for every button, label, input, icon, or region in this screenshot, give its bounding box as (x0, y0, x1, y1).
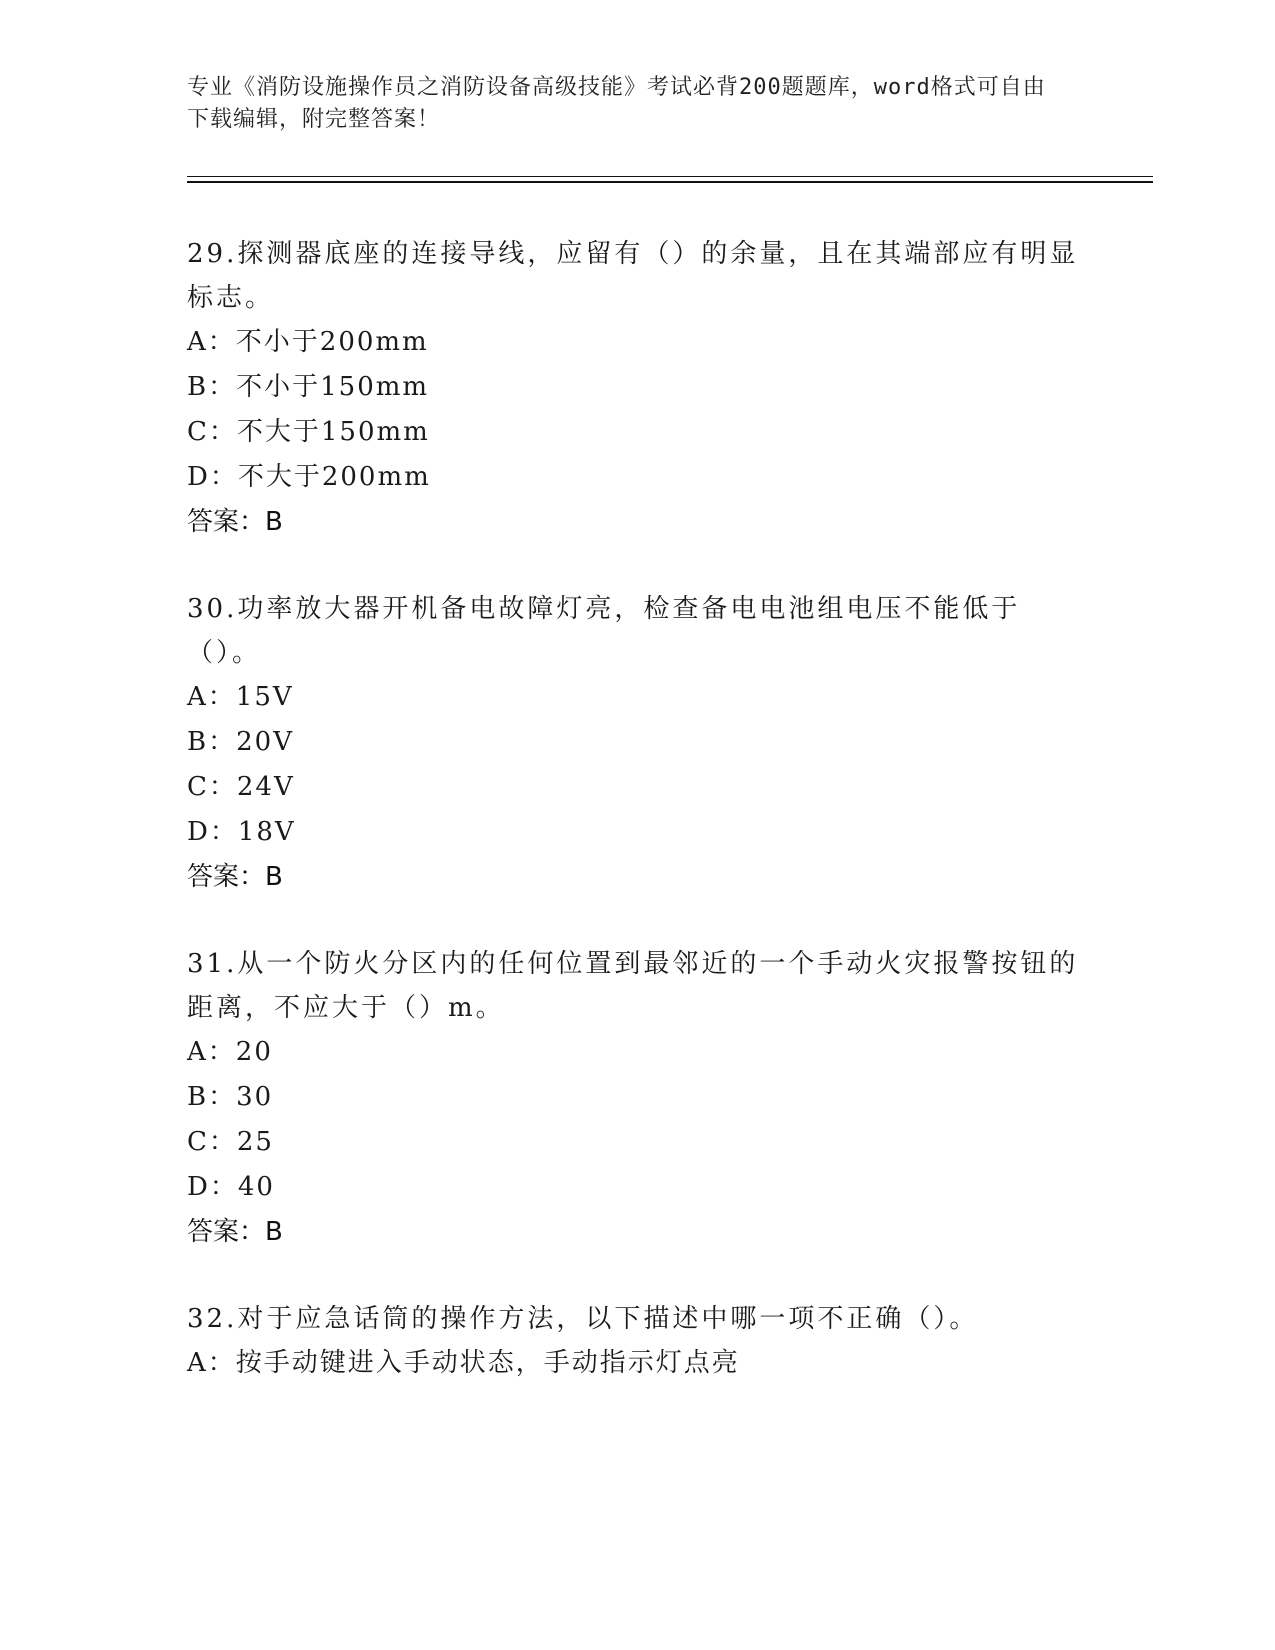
option-c: C：25 (187, 1127, 274, 1157)
question-31 (187, 942, 1087, 1255)
question-stem: 31.从一个防火分区内的任何位置到最邻近的一个手动火灾报警按钮的距离，不应大于（）m。 (187, 949, 1079, 1023)
question-stem: 29.探测器底座的连接导线，应留有（）的余量，且在其端部应有明显标志。 (187, 239, 1079, 313)
option-d: D：18V (187, 817, 296, 847)
answer-label: 答案：B (187, 1217, 283, 1247)
question-32 (187, 1297, 1087, 1386)
question-30 (187, 587, 1087, 900)
option-c: C：24V (187, 772, 295, 802)
answer-label: 答案：B (187, 862, 283, 892)
option-a: A：20 (187, 1037, 273, 1067)
document-header: 专业《消防设施操作员之消防设备高级技能》考试必背200题题库，word格式可自由下载编辑，附完整答案！ (187, 75, 1046, 132)
option-a: A：15V (187, 682, 294, 712)
question-stem: 30.功率放大器开机备电故障灯亮，检查备电电池组电压不能低于（）。 (187, 594, 1021, 668)
question-stem: 32.对于应急话筒的操作方法，以下描述中哪一项不正确（）。 (187, 1304, 979, 1334)
answer-label: 答案：B (187, 507, 283, 537)
question-29 (187, 232, 1087, 545)
option-b: B：不小于150mm (187, 372, 430, 402)
option-c: C：不大于150mm (187, 417, 430, 447)
header-divider-thick (187, 181, 1153, 183)
option-a: A：不小于200mm (187, 327, 429, 357)
option-d: D：不大于200mm (187, 462, 431, 492)
option-d: D：40 (187, 1172, 275, 1202)
option-a: A：按手动键进入手动状态，手动指示灯点亮 (187, 1348, 740, 1378)
header-divider-thin (187, 176, 1153, 177)
option-b: B：20V (187, 727, 294, 757)
question-list (187, 232, 1087, 1428)
option-b: B：30 (187, 1082, 274, 1112)
